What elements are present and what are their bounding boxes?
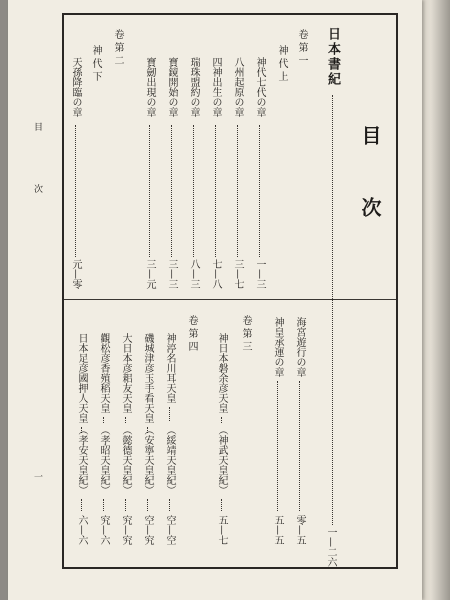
book-title: 日本書紀 [325,27,340,87]
toc-entry-title: 觀松彦香殖稻天皇 [98,333,109,413]
toc-entry-note: （綏靖天皇紀） [164,425,175,495]
toc-entry-note: （懿德天皇紀） [120,425,131,495]
toc-entry-page: 三—元 [144,259,155,289]
volume-label: 卷第一 [296,29,307,68]
toc-entry-title: 四神出生の章 [210,57,221,117]
toc-leader [103,499,104,511]
margin-label-top: 目 [32,122,42,131]
toc-leader [215,125,216,257]
toc-entry-page: 空—空 [164,515,175,545]
toc-leader [81,499,82,511]
toc-entry-note: （孝昭天皇紀） [98,425,109,495]
toc-entry-title: 磯城津彦玉手看天皇 [142,333,153,423]
toc-entry-page: 零—五 [294,515,305,545]
section-divider [64,299,396,300]
subsection-label: 神代上 [276,45,287,84]
toc-entry-title: 瑞珠盟約の章 [188,57,199,117]
margin-label-middle: 次 [32,184,42,193]
toc-entry-title: 寶鏡開始の章 [166,57,177,117]
toc-entry-page: 八—三 [188,259,199,289]
page-title: 目 次 [358,125,382,233]
toc-entry-title: 天孫降臨の章 [70,57,81,117]
toc-leader [149,125,150,257]
toc-entry-title: 寶劒出現の章 [144,57,155,117]
toc-entry-page: 元—零 [70,259,81,289]
book-title-leader [332,95,333,525]
contents-frame [62,13,398,569]
toc-leader [75,125,76,257]
toc-entry-note: （神武天皇紀） [216,425,227,495]
toc-entry-title: 神日本磐余彦天皇 [216,333,227,413]
book-title-page: 一—二六 [325,527,336,567]
toc-entry-title: 海宮遊行の章 [294,317,305,377]
toc-entry-page: 一—三 [254,259,265,289]
toc-leader [221,499,222,511]
toc-entry-title: 神代七代の章 [254,57,265,117]
toc-leader [169,407,170,421]
toc-entry-title: 神皇承運の章 [272,317,283,377]
toc-entry-page: 究—究 [120,515,131,545]
toc-leader [169,499,170,511]
toc-leader [237,125,238,257]
toc-leader [171,125,172,257]
toc-entry-page: 六—六 [76,515,87,545]
toc-entry-title: 大日本彦耜友天皇 [120,333,131,413]
toc-entry-note: （安寧天皇紀） [142,425,153,495]
toc-entry-page: 究—六 [98,515,109,545]
toc-leader [103,417,104,423]
toc-entry-note: （孝安天皇紀） [76,425,87,495]
toc-entry-title: 八州起原の章 [232,57,243,117]
volume-label: 卷第三 [240,315,251,354]
toc-leader [193,125,194,257]
toc-entry-page: 五—五 [272,515,283,545]
toc-entry-page: 三—七 [232,259,243,289]
toc-entry-page: 空—究 [142,515,153,545]
toc-leader [125,499,126,511]
toc-leader [147,499,148,511]
margin-folio: 一 [32,472,42,481]
toc-leader [277,381,278,511]
book-page [8,0,422,600]
adjacent-page-edge [418,0,450,600]
toc-leader [259,125,260,257]
toc-entry-page: 七—八 [210,259,221,289]
toc-entry-page: 五—七 [216,515,227,545]
toc-entry-title: 日本足彦國押人天皇 [76,333,87,423]
volume-label: 卷第二 [112,29,123,68]
toc-entry-page: 三—三 [166,259,177,289]
volume-label: 卷第四 [186,315,197,354]
toc-leader [125,417,126,423]
subsection-label: 神代下 [90,45,101,84]
toc-entry-title: 神渟名川耳天皇 [164,333,175,403]
toc-leader [221,417,222,423]
toc-leader [299,381,300,511]
